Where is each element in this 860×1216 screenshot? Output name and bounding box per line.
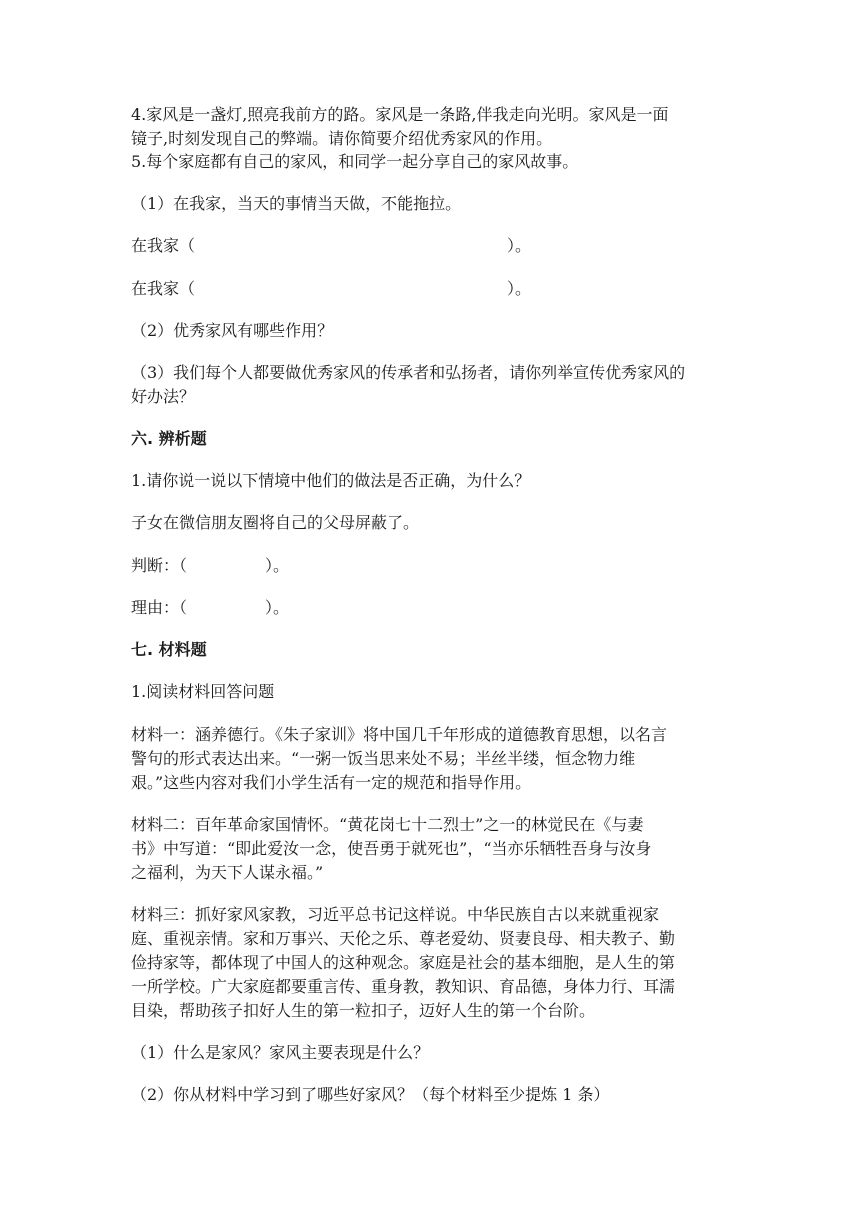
reason-label: 理由：（	[131, 598, 188, 617]
blank-prefix: 在我家（	[131, 279, 196, 298]
judge-row	[131, 555, 289, 577]
blank-suffix: ）。	[507, 236, 532, 255]
material-1-line-1: 材料一：涵养德行。《朱子家训》将中国几千年形成的道德教育思想，以名言	[131, 725, 668, 744]
q5-sub2: （2）优秀家风有哪些作用？	[131, 321, 334, 340]
reason-row	[131, 597, 289, 619]
blank-suffix: ）。	[265, 598, 290, 617]
blank-suffix: ）。	[265, 556, 290, 575]
material-1-line-2: 警句的形式表达出来。“一粥一饭当思来处不易；半丝半缕，恒念物力维	[131, 749, 636, 768]
section-6-heading: 六. 辨析题	[131, 429, 207, 448]
material-3-line-3: 俭持家等，都体现了中国人的这种观念。家庭是社会的基本细胞，是人生的第	[131, 953, 676, 972]
q4-text-line-2: 镜子,时刻发现自己的弊端。请你简要介绍优秀家风的作用。	[131, 129, 553, 148]
material-1-line-3: 艰。”这些内容对我们小学生活有一定的规范和指导作用。	[131, 773, 532, 792]
material-3-line-2: 庭、重视亲情。家和万事兴、天伦之乐、尊老爱幼、贤妻良母、相夫教子、勤	[131, 929, 676, 948]
q5-fill-blank-2	[131, 278, 531, 300]
section-7-heading: 七. 材料题	[131, 640, 207, 659]
material-3-line-4: 一所学校。广大家庭都要重言传、重身教，教知识、育品德，身体力行、耳濡	[131, 977, 676, 996]
q5-sub1: （1）在我家，当天的事情当天做，不能拖拉。	[131, 194, 462, 213]
section-7-sub2: （2）你从材料中学习到了哪些好家风？（每个材料至少提炼 1 条）	[131, 1085, 610, 1104]
material-2-line-2: 书》中写道：“即此爱汝一念，使吾勇于就死也”，“当亦乐牺牲吾身与汝身	[131, 839, 652, 858]
section-7-sub1: （1）什么是家风？家风主要表现是什么？	[131, 1043, 430, 1062]
q5-intro: 5.每个家庭都有自己的家风，和同学一起分享自己的家风故事。	[131, 152, 579, 171]
section-7-q1: 1.阅读材料回答问题	[131, 682, 275, 701]
blank-prefix: 在我家（	[131, 236, 196, 255]
q5-sub3-line-1: （3）我们每个人都要做优秀家风的传承者和弘扬者，请你列举宣传优秀家风的	[131, 363, 686, 382]
material-2-line-1: 材料二：百年革命家国情怀。“黄花岗七十二烈士”之一的林觉民在《与妻	[131, 815, 644, 834]
q5-fill-blank-1	[131, 235, 531, 257]
material-3-line-1: 材料三：抓好家风家教，习近平总书记这样说。中华民族自古以来就重视家	[131, 905, 660, 924]
judge-label: 判断：（	[131, 556, 188, 575]
section-6-q1: 1.请你说一说以下情境中他们的做法是否正确，为什么？	[131, 471, 531, 490]
section-6-scenario: 子女在微信朋友圈将自己的父母屏蔽了。	[131, 513, 420, 532]
q4-text-line-1: 4.家风是一盏灯,照亮我前方的路。家风是一条路,伴我走向光明。家风是一面	[131, 105, 669, 124]
material-3-line-5: 目染，帮助孩子扣好人生的第一粒扣子，迈好人生的第一个台阶。	[131, 1001, 596, 1020]
material-2-line-3: 之福利，为天下人谋永福。”	[131, 863, 324, 882]
blank-suffix: ）。	[507, 279, 532, 298]
q5-sub3-line-2: 好办法？	[131, 387, 196, 406]
